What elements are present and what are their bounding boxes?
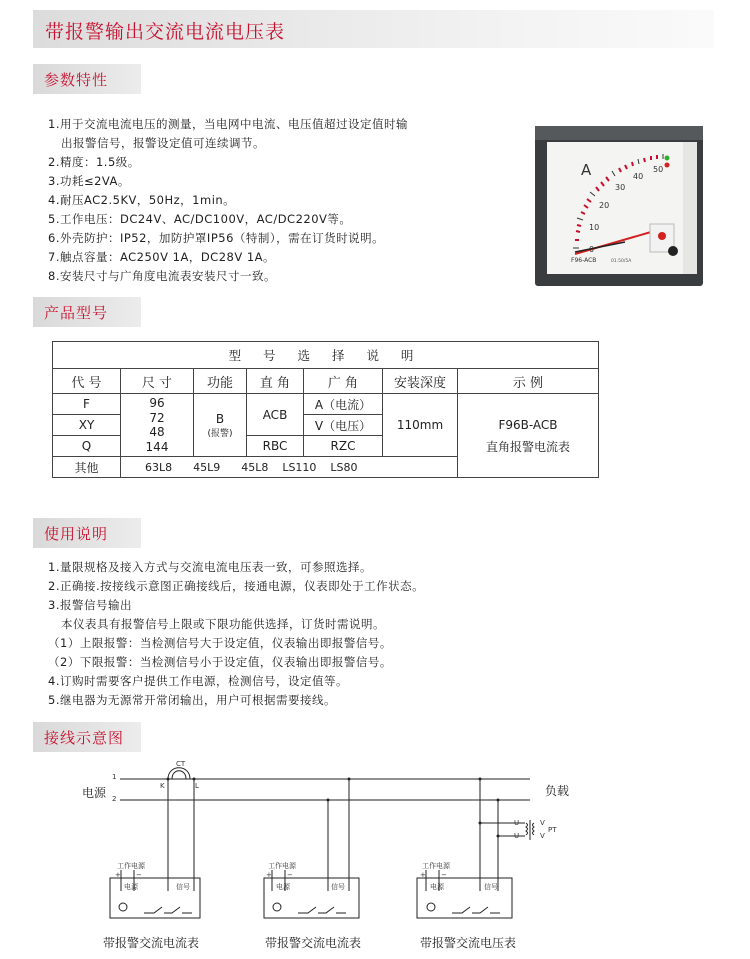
box-signal-label: 信号 xyxy=(331,883,345,891)
list-item: 本仪表具有报警信号上限或下限功能供选择，订货时需说明。 xyxy=(61,617,385,631)
meter-scale-50: 50 xyxy=(653,165,664,174)
pt-label: PT xyxy=(548,826,557,834)
ct-label: CT xyxy=(176,760,186,768)
table-cell: A（电流） xyxy=(304,394,383,415)
meter-scale-10: 10 xyxy=(589,223,600,232)
box-power-label: 电源 xyxy=(276,883,290,891)
list-item: 6.外壳防护：IP52，加防护罩IP56（特制），需在订货时说明。 xyxy=(48,231,385,245)
section-title-usage: 使用说明 xyxy=(44,525,109,543)
box-signal-label: 信号 xyxy=(484,883,498,891)
meter-caption-1: 带报警交流电流表 xyxy=(103,936,200,950)
line-1-label: 1 xyxy=(112,773,117,781)
minus-label: − xyxy=(441,871,447,879)
box-signal-label: 信号 xyxy=(176,883,190,891)
section-title-models: 产品型号 xyxy=(44,304,109,322)
power-label: 电源 xyxy=(82,786,107,800)
list-item: 1.量限规格及接入方式与交流电流电压表一致，可参照选择。 xyxy=(48,560,372,574)
table-header: 尺 寸 xyxy=(121,369,194,394)
list-item: 3.报警信号输出 xyxy=(48,598,132,612)
model-selection-table xyxy=(52,341,599,478)
table-header: 示 例 xyxy=(458,369,599,394)
table-header: 功能 xyxy=(194,369,247,394)
table-cell: F xyxy=(53,394,121,415)
table-cell: RBC xyxy=(247,436,304,457)
list-item: 7.触点容量：AC250V 1A，DC28V 1A。 xyxy=(48,250,276,264)
list-item: 3.功耗≤2VA。 xyxy=(48,174,130,188)
table-cell: 110mm xyxy=(383,394,458,457)
work-power-label: 工作电源 xyxy=(117,862,145,870)
list-item: 8.安装尺寸与广角度电流表安装尺寸一致。 xyxy=(48,269,276,283)
meter-illustration xyxy=(533,124,707,290)
params-list xyxy=(48,115,408,286)
plus-label: + xyxy=(266,871,272,879)
table-cell: V（电压） xyxy=(304,415,383,436)
pt-u-label: U xyxy=(514,819,520,827)
meter-model-label: F96-ACB xyxy=(571,257,597,264)
table-cell: 其他 xyxy=(53,457,121,478)
list-item: 2.正确接.按接线示意图正确接线后，接通电源，仪表即处于工作状态。 xyxy=(48,579,425,593)
meter-small-text: 01.50/5A xyxy=(611,259,632,264)
list-item: （2）下限报警：当检测信号小于设定值，仪表输出即报警信号。 xyxy=(48,655,392,669)
meter-caption-3: 带报警交流电压表 xyxy=(420,936,517,950)
table-cell: Q xyxy=(53,436,121,457)
section-title-params: 参数特性 xyxy=(44,71,109,89)
section-header-wiring xyxy=(33,722,141,752)
plus-label: + xyxy=(420,871,426,879)
minus-label: − xyxy=(287,871,293,879)
page-title-bar xyxy=(33,10,714,48)
meter-scale-40: 40 xyxy=(633,172,644,181)
table-cell-sizes: 96 72 48 144 xyxy=(121,394,194,457)
pt-v-label: V xyxy=(540,819,545,827)
work-power-label: 工作电源 xyxy=(268,862,296,870)
list-item: （1）上限报警：当检测信号大于设定值，仪表输出即报警信号。 xyxy=(48,636,392,650)
table-cell: XY xyxy=(53,415,121,436)
load-label: 负载 xyxy=(545,784,570,798)
list-item: 5.工作电压：DC24V、AC/DC100V，AC/DC220V等。 xyxy=(48,212,352,226)
box-power-label: 电源 xyxy=(430,883,444,891)
table-cell: ACB xyxy=(247,394,304,436)
meter-caption-2: 带报警交流电流表 xyxy=(265,936,362,950)
table-cell-other: 63L8 45L9 45L8 LS110 LS80 xyxy=(121,457,458,478)
usage-list xyxy=(48,558,424,710)
work-power-label: 工作电源 xyxy=(422,862,450,870)
list-item: 5.继电器为无源常开常闭输出，用户可根据需要接线。 xyxy=(48,693,336,707)
meter-unit: A xyxy=(581,161,592,179)
meter-scale-30: 30 xyxy=(615,183,626,192)
meter-scale-20: 20 xyxy=(599,201,610,210)
plus-label: + xyxy=(115,871,121,879)
section-title-wiring: 接线示意图 xyxy=(44,729,125,747)
section-header-usage xyxy=(33,518,141,548)
table-header: 广 角 xyxy=(304,369,383,394)
minus-label: − xyxy=(136,871,142,879)
table-cell-example: F96B-ACB 直角报警电流表 xyxy=(458,394,599,478)
table-cell: RZC xyxy=(304,436,383,457)
pt-v-label: V xyxy=(540,832,545,840)
table-header: 直 角 xyxy=(247,369,304,394)
list-item: 2.精度：1.5级。 xyxy=(48,155,140,169)
list-item: 4.耐压AC2.5KV，50Hz，1min。 xyxy=(48,193,236,207)
table-cell-function: B (报警) xyxy=(194,394,247,457)
page-title: 带报警输出交流电流电压表 xyxy=(45,21,286,43)
list-item: 1.用于交流电流电压的测量，当电网中电流、电压值超过设定值时输 xyxy=(48,117,408,131)
pt-u-label: U xyxy=(514,832,520,840)
box-power-label: 电源 xyxy=(124,883,138,891)
l-label: L xyxy=(195,782,199,790)
list-item: 出报警信号，报警设定值可连续调节。 xyxy=(61,136,265,150)
table-header: 安装深度 xyxy=(383,369,458,394)
table-header: 代 号 xyxy=(53,369,121,394)
line-2-label: 2 xyxy=(112,795,117,803)
section-header-models xyxy=(33,297,141,327)
table-caption: 型 号 选 择 说 明 xyxy=(53,342,599,369)
section-header-params xyxy=(33,64,141,94)
k-label: K xyxy=(160,782,165,790)
list-item: 4.订购时需要客户提供工作电源，检测信号，设定值等。 xyxy=(48,674,348,688)
